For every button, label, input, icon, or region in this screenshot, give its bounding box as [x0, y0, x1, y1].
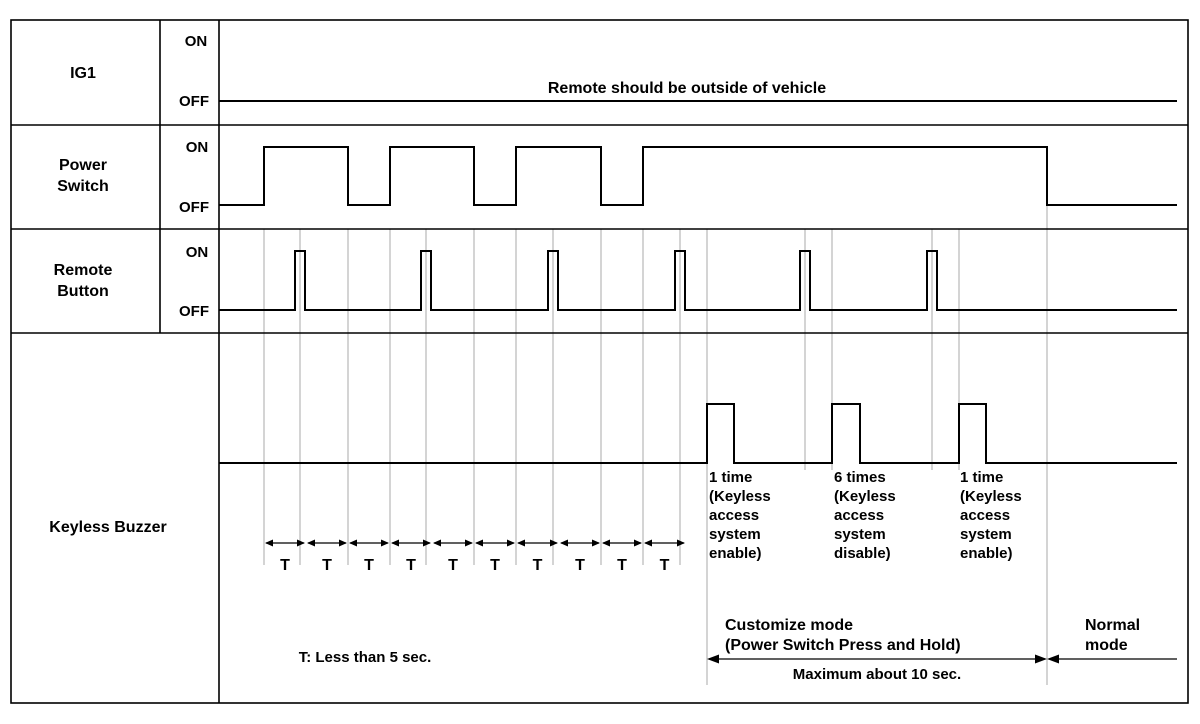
power-switch-label-line1: Power	[58, 157, 108, 174]
buzzer-event-1-line3: access	[709, 507, 760, 524]
power-switch-on-level: ON	[185, 139, 209, 156]
buzzer-event-3-line1: 1 time	[960, 469, 1004, 486]
normal-mode-label-line1: Normal	[1085, 617, 1141, 634]
t-interval	[391, 540, 431, 575]
remote-button-label-line2: Button	[57, 283, 109, 300]
t-interval	[517, 540, 558, 575]
buzzer-event-2-line2: (Keyless	[834, 488, 896, 505]
t-label: T	[532, 557, 543, 574]
t-interval	[265, 540, 305, 575]
t-interval	[602, 540, 642, 575]
customize-mode-detail: (Power Switch Press and Hold)	[725, 637, 961, 654]
buzzer-event-3	[960, 469, 1022, 562]
buzzer-event-2-line3: access	[834, 507, 885, 524]
t-label: T	[364, 557, 374, 574]
timing-guide-lines	[264, 205, 1047, 685]
t-label: T	[280, 557, 290, 574]
t-interval	[644, 540, 685, 575]
buzzer-event-1-line5: enable)	[709, 545, 762, 562]
t-interval	[349, 540, 389, 575]
row-power-switch	[57, 139, 1177, 216]
row-ig1	[70, 33, 1177, 110]
t-interval	[475, 540, 515, 575]
t-interval	[433, 540, 473, 575]
buzzer-event-2	[834, 469, 896, 562]
t-label: T	[448, 557, 458, 574]
remote-button-on-level: ON	[185, 244, 209, 261]
row-remote-button	[54, 244, 1177, 320]
remote-button-signal	[219, 251, 1177, 310]
customize-mode-label: Customize mode	[725, 617, 854, 634]
t-label: T	[617, 557, 627, 574]
remote-button-off-level: OFF	[179, 303, 209, 320]
power-switch-off-level: OFF	[179, 199, 209, 216]
buzzer-event-1-line2: (Keyless	[709, 488, 771, 505]
normal-mode-label-line2: mode	[1085, 637, 1128, 654]
normal-mode-arrow	[1047, 655, 1177, 664]
customize-mode-arrow	[707, 655, 1047, 664]
diagram-frame	[11, 20, 1188, 703]
t-interval	[307, 540, 347, 575]
power-switch-signal	[219, 147, 1177, 205]
buzzer-event-2-line5: disable)	[834, 545, 891, 562]
buzzer-event-3-line5: enable)	[960, 545, 1013, 562]
buzzer-event-2-line1: 6 times	[834, 469, 886, 486]
buzzer-event-3-line3: access	[960, 507, 1011, 524]
remote-button-label-line1: Remote	[53, 262, 113, 279]
keyless-buzzer-label: Keyless Buzzer	[49, 519, 167, 536]
t-interval	[560, 540, 600, 575]
t-interval-arrows	[265, 540, 685, 575]
ig1-on-level: ON	[184, 33, 208, 50]
buzzer-event-1-line4: system	[709, 526, 761, 543]
t-label: T	[322, 557, 332, 574]
buzzer-event-1-line1: 1 time	[709, 469, 753, 486]
t-legend: T: Less than 5 sec.	[298, 649, 432, 666]
ig1-off-level: OFF	[179, 93, 209, 110]
buzzer-event-1	[709, 469, 771, 562]
ig1-label: IG1	[70, 65, 96, 82]
ig1-note: Remote should be outside of vehicle	[547, 80, 827, 97]
t-label: T	[490, 557, 500, 574]
t-label: T	[575, 557, 585, 574]
t-label: T	[406, 557, 416, 574]
buzzer-event-3-line4: system	[960, 526, 1012, 543]
t-label: T	[659, 557, 670, 574]
power-switch-label-line2: Switch	[57, 178, 109, 195]
buzzer-event-3-line2: (Keyless	[960, 488, 1022, 505]
maximum-duration-label: Maximum about 10 sec.	[792, 666, 962, 683]
keyless-buzzer-signal	[219, 404, 1177, 463]
outer-frame	[11, 20, 1188, 703]
buzzer-event-2-line4: system	[834, 526, 886, 543]
